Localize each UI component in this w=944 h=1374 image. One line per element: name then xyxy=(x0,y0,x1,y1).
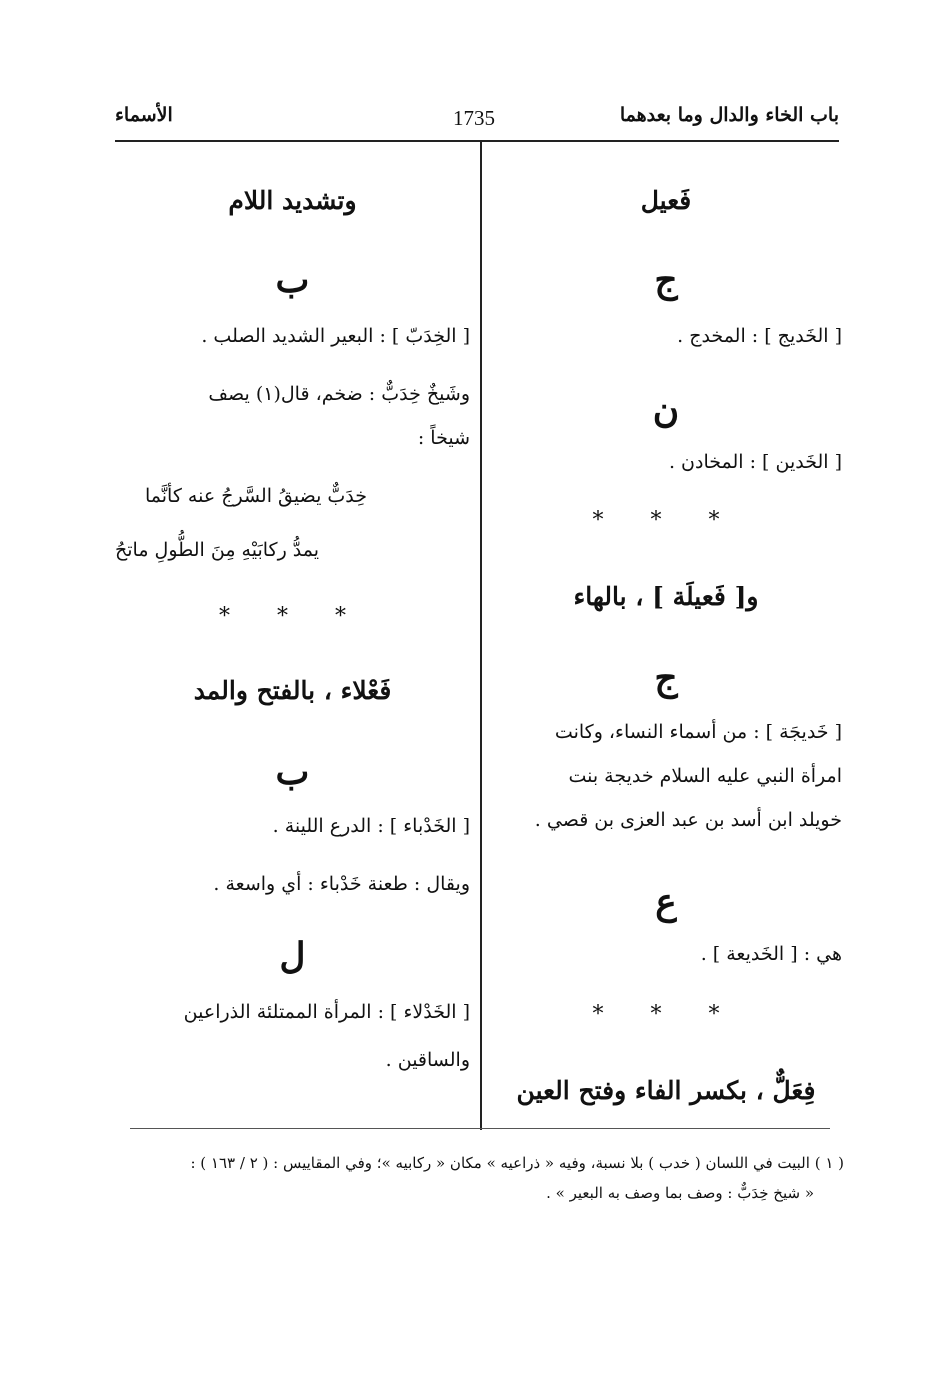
letter-heading-ain: ع xyxy=(655,881,677,923)
entry-khadeej: [ الخَديج ] : المخدج . xyxy=(677,325,842,347)
entry-khadeeja-line: [ خَديجَة ] : من أسماء النساء، وكانت xyxy=(554,721,842,743)
entry-khadeeja-line: خويلد ابن أسد بن عبد العزى بن قصي . xyxy=(534,809,842,831)
separator-stars: * * * xyxy=(592,508,740,533)
footnote-rule xyxy=(130,1128,830,1129)
page-number: 1735 xyxy=(453,106,495,130)
entry-khadbaa: [ الخَدْباء ] : الدرع اللينة . xyxy=(272,815,470,837)
letter-heading-lam: ل xyxy=(279,935,306,977)
verse-line: يمدُّ ركابَيْهِ مِنَ الطُّولِ ماتحُ xyxy=(115,539,320,561)
letter-heading-jeem: ج xyxy=(654,657,678,699)
heading-faeel: فَعيل xyxy=(640,186,692,215)
footnote-line: « شيخ خِدَبٌّ : وصف بما وصف به البعير » . xyxy=(546,1184,814,1202)
verse-line: خِدَبٌّ يضيقُ السَّرجُ عنه كأنَّما xyxy=(145,485,368,507)
column-divider xyxy=(480,142,482,1130)
heading-falaa: فَعْلاء ، بالفتح والمد xyxy=(193,676,392,705)
separator-stars: * * * xyxy=(219,604,366,629)
entry-khadlaa-line: والساقين . xyxy=(385,1049,470,1071)
letter-heading-baa: ب xyxy=(275,259,310,301)
heading-tashdeed: وتشديد اللام xyxy=(228,186,357,215)
entry-shaykh-line: وشَيخٌ خِدَبٌّ : ضخم، قال(١) يصف xyxy=(208,383,470,405)
section-title: الأسماء xyxy=(115,104,173,126)
letter-heading-jeem: ج xyxy=(654,259,678,301)
entry-taana: ويقال : طعنة خَدْباء : أي واسعة . xyxy=(213,873,470,895)
footnote-line: ( ١ ) البيت في اللسان ( خدب ) بلا نسبة، وفيه « ذراعيه » مكان « ركابيه »؛ وفي المقاييس : ( ٢ / ١٦٣ ) : xyxy=(190,1154,844,1172)
letter-heading-noon: ن xyxy=(652,389,680,431)
heading-faeela: و[ فَعيلَة ] ، بالهاء xyxy=(573,582,759,611)
entry-khadeea: هي : [ الخَديعة ] . xyxy=(700,943,842,965)
entry-khadeeja-line: امرأة النبي عليه السلام خديجة بنت xyxy=(568,765,842,787)
entry-khadlaa-line: [ الخَدْلاء ] : المرأة الممتلئة الذراعين xyxy=(183,1001,470,1023)
entry-shaykh-line: شيخاً : xyxy=(417,427,470,449)
separator-stars: * * * xyxy=(592,1002,740,1027)
heading-fiall: فِعَلٌّ ، بكسر الفاء وفتح العين xyxy=(516,1076,816,1105)
letter-heading-baa: ب xyxy=(275,751,310,793)
chapter-title: باب الخاء والدال وما بعدهما xyxy=(619,104,839,126)
entry-khidabb: [ الخِدَبّ ] : البعير الشديد الصلب . xyxy=(201,325,470,347)
entry-khadeen: [ الخَدين ] : المخادن . xyxy=(668,451,842,473)
footnote xyxy=(124,1148,844,1208)
page-header xyxy=(115,100,839,142)
